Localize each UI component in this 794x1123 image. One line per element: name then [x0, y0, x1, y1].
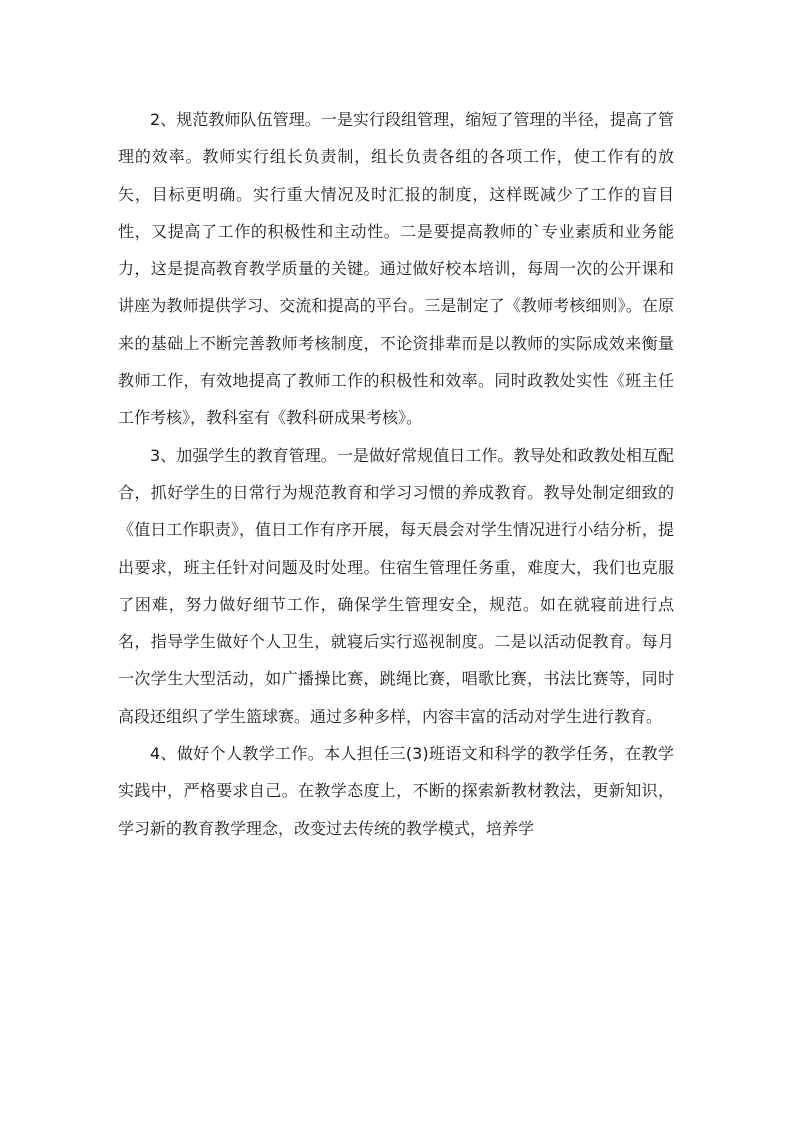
paragraph-student-management: 3、加强学生的教育管理。一是做好常规值日工作。教导处和政教处相互配合，抓好学生的日常行为规范教育和学习习惯的养成教育。教导处制定细致的《值日工作职责》，值日工作有序开展，每天晨会对学生情况进行小结分析，提出要求，班主任针对问题及时处理。住宿生管理任务重，难度大，我们也克服了困难，努力做好细节工作，确保学生管理安全，规范。如在就寝前进行点名，指导学生做好个人卫生，就寝后实行巡视制度。二是以活动促教育。每月一次学生大型活动，如广播操比赛，跳绳比赛，唱歌比赛，书法比赛等，同时高段还组织了学生篮球赛。通过多种多样，内容丰富的活动对学生进行教育。: [118, 445, 674, 726]
paragraph-personal-teaching: 4、做好个人教学工作。本人担任三(3)班语文和科学的教学任务，在教学实践中，严格要求自己。在教学态度上，不断的探索新教材教法，更新知识，学习新的教育教学理念，改变过去传统的教学模式，培养学: [118, 744, 674, 838]
paragraph-teacher-management: 2、规范教师队伍管理。一是实行段组管理，缩短了管理的半径，提高了管理的效率。教师实行组长负责制，组长负责各组的各项工作，使工作有的放矢，目标更明确。实行重大情况及时汇报的制度，这样既减少了工作的盲目性，又提高了工作的积极性和主动性。二是要提高教师的`专业素质和业务能力，这是提高教育教学质量的关键。通过做好校本培训，每周一次的公开课和讲座为教师提供学习、交流和提高的平台。三是制定了《教师考核细则》。在原来的基础上不断完善教师考核制度，不论资排辈而是以教师的实际成效来衡量教师工作，有效地提高了教师工作的积极性和效率。同时政教处实性《班主任工作考核》，教科室有《教科研成果考核》。: [118, 110, 674, 428]
document-body: [118, 101, 674, 847]
